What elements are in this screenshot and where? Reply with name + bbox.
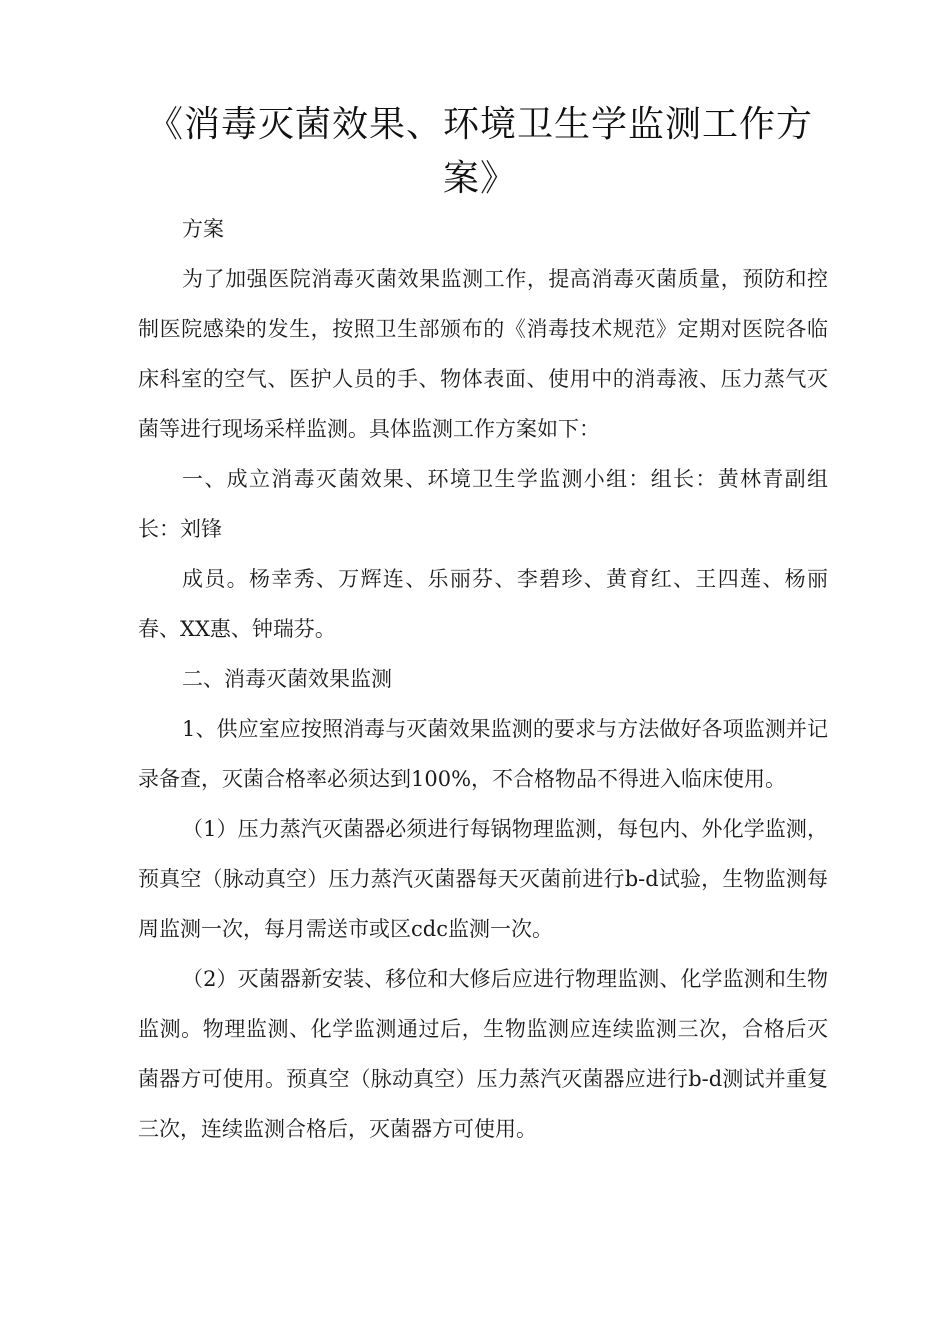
paragraph-item-1: 1、供应室应按照消毒与灭菌效果监测的要求与方法做好各项监测并记录备查，灭菌合格率必须达到100%，不合格物品不得进入临床使用。: [138, 717, 828, 791]
paragraph-members: 成员。杨幸秀、万辉连、乐丽芬、李碧珍、黄育红、王四莲、杨丽春、XX惠、钟瑞芬。: [138, 567, 828, 641]
document-body: [138, 204, 828, 1154]
document-title: 《消毒灭菌效果、环境卫生学监测工作方案》: [146, 104, 813, 199]
paragraph-heading-plan: 方案: [182, 217, 224, 241]
paragraph-intro: 为了加强医院消毒灭菌效果监测工作，提高消毒灭菌质量，预防和控制医院感染的发生，按照卫生部颁布的《消毒技术规范》定期对医院各临床科室的空气、医护人员的手、物体表面、使用中的消毒液、压力蒸气灭菌等进行现场采样监测。具体监测工作方案如下：: [138, 267, 828, 441]
paragraph-section-1: 一、成立消毒灭菌效果、环境卫生学监测小组：组长：黄林青副组长：刘锋: [138, 467, 828, 541]
paragraph-subitem-2: （2）灭菌器新安装、移位和大修后应进行物理监测、化学监测和生物监测。物理监测、化学监测通过后，生物监测应连续监测三次，合格后灭菌器方可使用。预真空（脉动真空）压力蒸汽灭菌器应进行b-d测试并重复三次，连续监测合格后，灭菌器方可使用。: [138, 967, 828, 1141]
paragraph-section-2: 二、消毒灭菌效果监测: [182, 667, 392, 691]
paragraph-subitem-1: （1）压力蒸汽灭菌器必须进行每锅物理监测，每包内、外化学监测，预真空（脉动真空）压力蒸汽灭菌器每天灭菌前进行b-d试验，生物监测每周监测一次，每月需送市或区cdc监测一次。: [138, 817, 828, 941]
